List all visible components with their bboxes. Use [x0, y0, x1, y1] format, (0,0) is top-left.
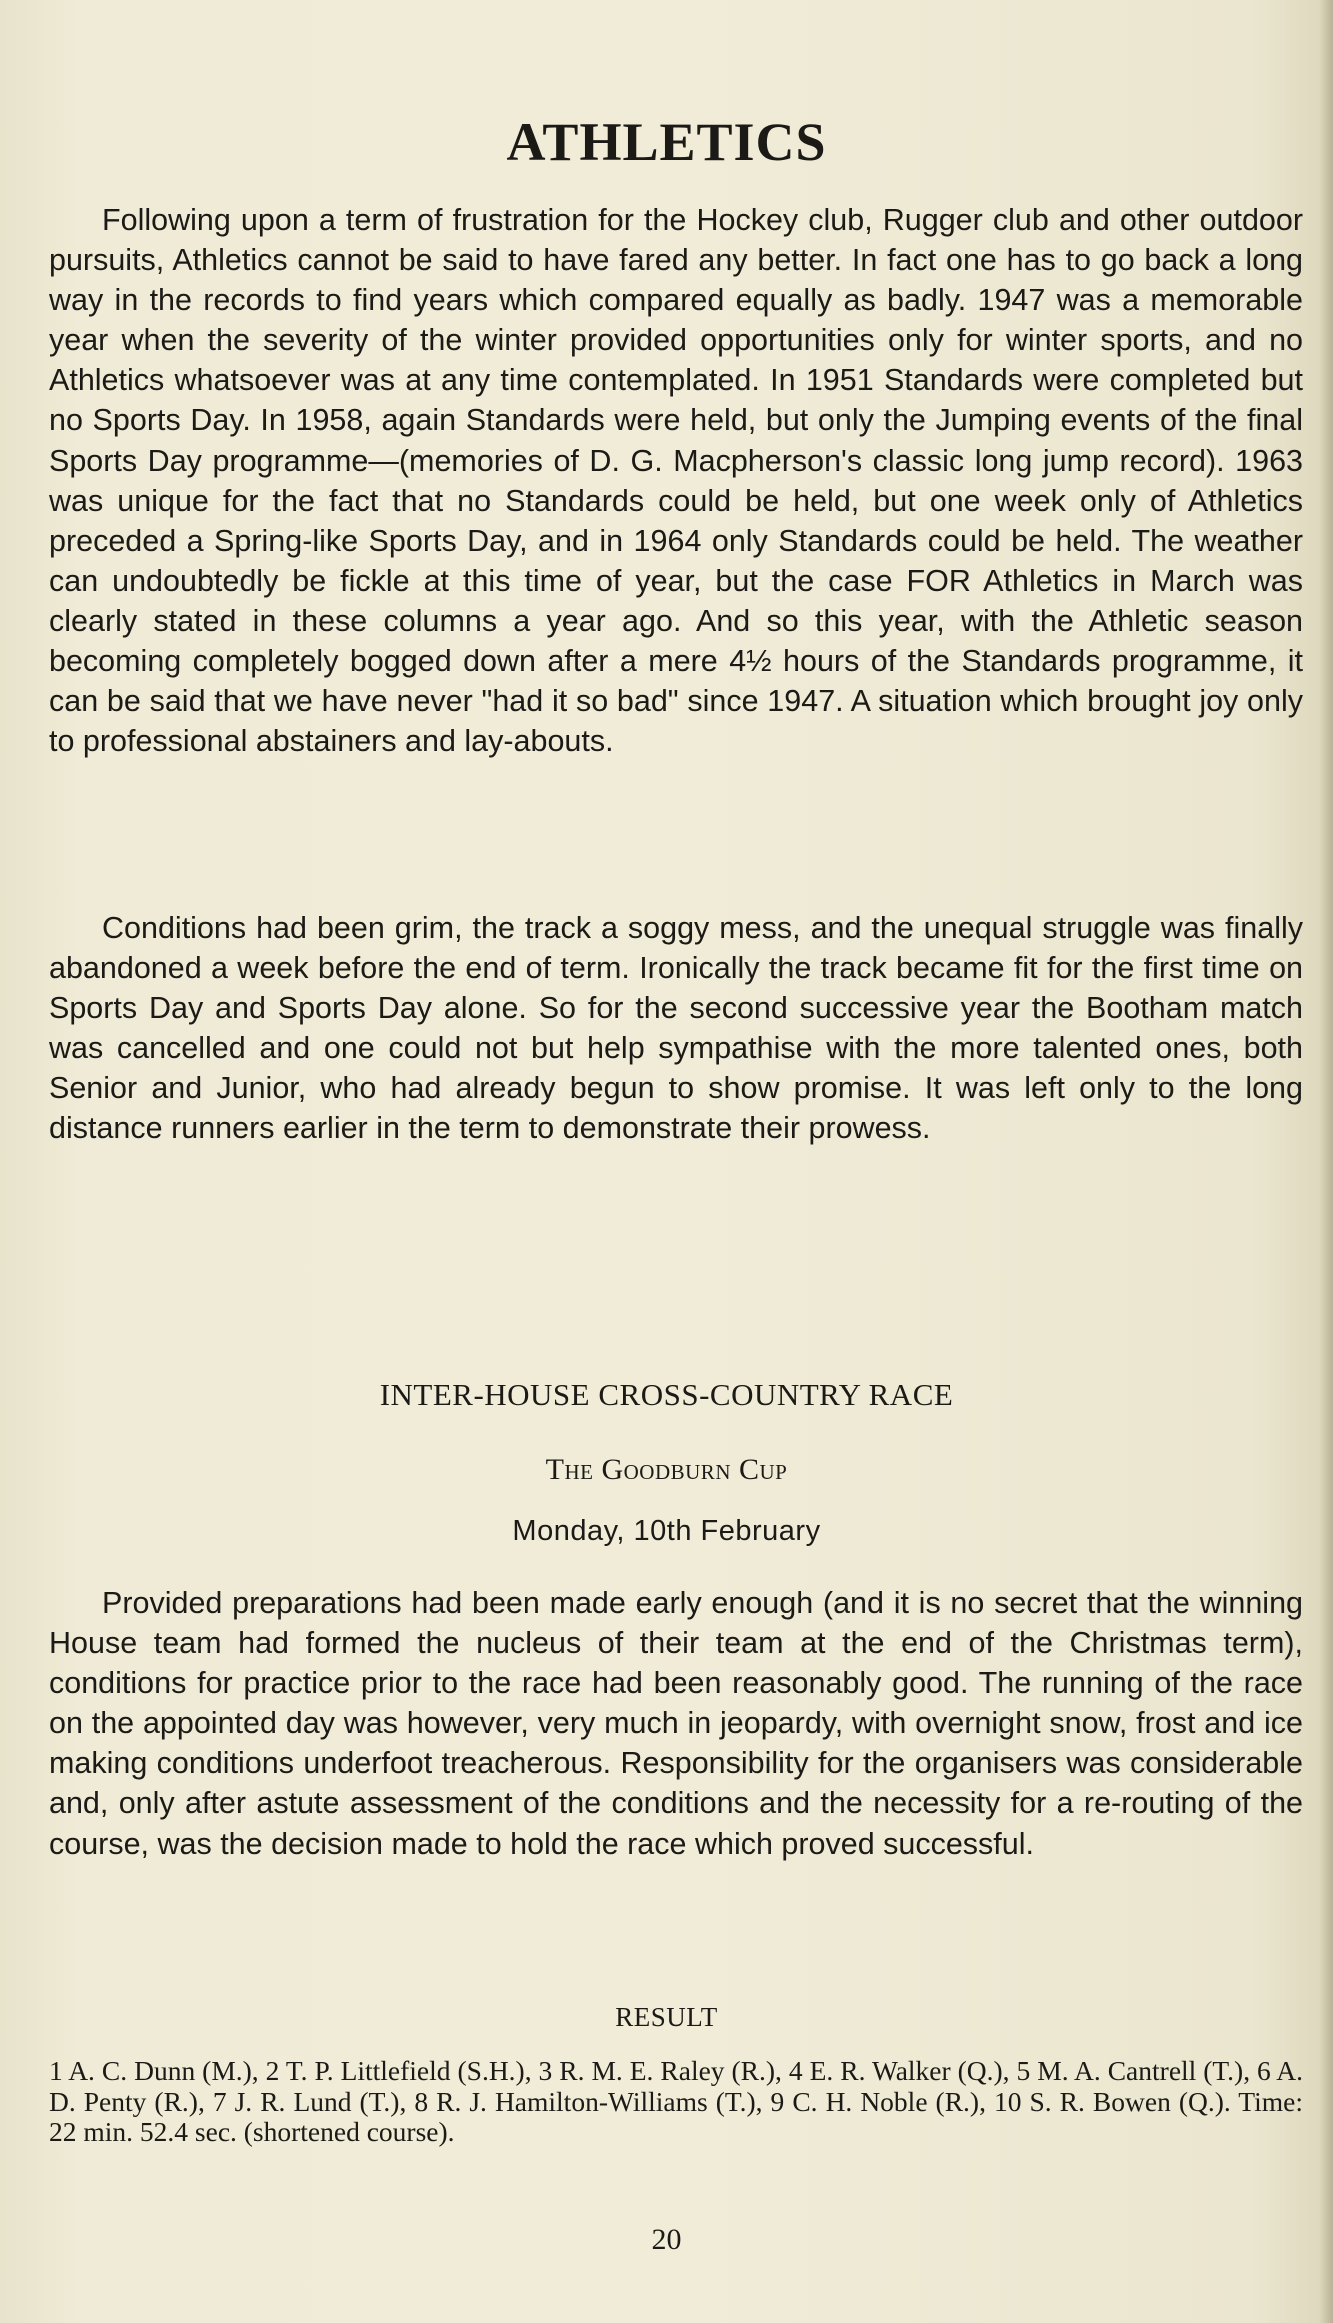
section-heading: INTER-HOUSE CROSS-COUNTRY RACE	[379, 1377, 954, 1412]
page-edge-shadow	[1319, 0, 1333, 2323]
race-paragraph: Provided preparations had been made early enough (and it is no secret that the winning House team had formed the nucleus of their team at the end of the Christmas term), conditions for practice prior to the race had been reasonably good. The running of the race on the appointed day was however, very much in jeopardy, with overnight snow, frost and ice making conditions underfoot treacherous. Responsibility for the organisers was considerable and, only after astute assessment of the conditions and the necessity for a re-routing of the course, was the decision made to hold the race which proved successful.	[49, 1586, 1303, 1861]
page-number: 20	[651, 2223, 682, 2256]
conditions-paragraph: Conditions had been grim, the track a soggy mess, and the unequal struggle was finally abandoned a week before the end of term. Ironically the track became fit for the first time on Sports Day and Sports Day alone. So for the second successive year the Bootham match was cancelled and one could not but help sympathise with the more talented ones, both Senior and Junior, who had already begun to show promise. It was left only to the long distance runners earlier in the term to demonstrate their prowess.	[49, 911, 1303, 1146]
section-date: Monday, 10th February	[512, 1515, 821, 1547]
section-subheading: The Goodburn Cup	[545, 1453, 788, 1486]
result-heading: RESULT	[615, 2002, 718, 2032]
page-title: ATHLETICS	[506, 112, 827, 172]
intro-paragraph: Following upon a term of frustration for the Hockey club, Rugger club and other outdoor pursuits, Athletics cannot be said to have fared any better. In fact one has to go back a long way in the records to find years which compared equally as badly. 1947 was a memorable year when the severity of the winter provided opportunities only for winter sports, and no Athletics whatsoever was at any time contemplated. In 1951 Standards were completed but no Sports Day. In 1958, again Standards were held, but only the Jumping events of the final Sports Day programme—(memories of D. G. Macpherson's classic long jump record). 1963 was unique for the fact that no Standards could be held, but one week only of Athletics preceded a Spring-like Sports Day, and in 1964 only Standards could be held. The weather can undoubtedly be fickle at this time of year, but the case FOR Athletics in March was clearly stated in these columns a year ago. And so this year, with the Athletic season becoming completely bogged down after a mere 4½ hours of the Standards programme, it can be said that we have never "had it so bad" since 1947. A situation which brought joy only to professional abstainers and lay-abouts.	[49, 203, 1303, 759]
result-text: 1 A. C. Dunn (M.), 2 T. P. Littlefield (S.H.), 3 R. M. E. Raley (R.), 4 E. R. Walker (Q.), 5 M. A. Cantrell (T.), 6 A. D. Penty (R.), 7 J. R. Lund (T.), 8 R. J. Hamilton-Williams (T.), 9 C. H. Noble (R.), 10 S. R. Bowen (Q.). Time: 22 min. 52.4 sec. (shortened course).	[49, 2055, 1303, 2147]
